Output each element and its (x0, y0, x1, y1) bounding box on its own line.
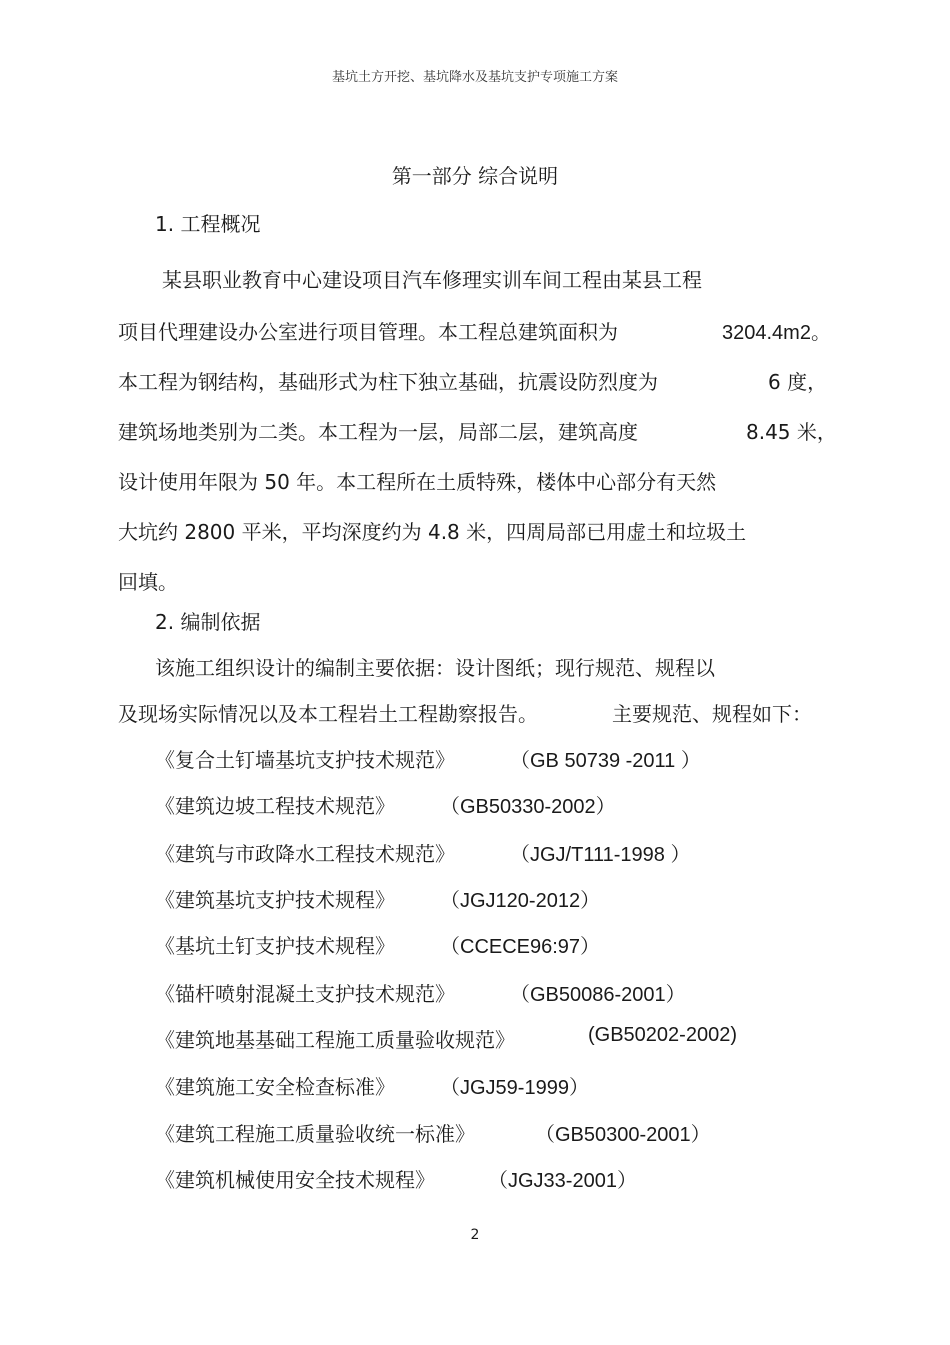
reference-code: （GB50086-2001） (510, 984, 686, 1006)
overview-line-4-value: 8.45 米， (746, 420, 837, 444)
reference-name: 《建筑地基基础工程施工质量验收规范》 (155, 1028, 515, 1052)
reference-code: （GB50330-2002） (440, 796, 616, 818)
overview-line-5: 设计使用年限为 50 年。本工程所在土质特殊，楼体中心部分有天然 (118, 470, 717, 494)
reference-code: （JGJ120-2012） (440, 890, 601, 912)
reference-name: 《建筑工程施工质量验收统一标准》 (155, 1122, 475, 1146)
reference-name: 《基坑土钉支护技术规程》 (155, 934, 395, 958)
overview-line-7: 回填。 (118, 570, 178, 594)
reference-code: (GB50202-2002) (588, 1024, 737, 1046)
reference-name: 《建筑机械使用安全技术规程》 (155, 1168, 435, 1192)
part-title: 第一部分 综合说明 (391, 164, 559, 188)
overview-line-3-value: 6 度， (768, 370, 828, 394)
section-heading-overview: 1. 工程概况 (155, 212, 261, 236)
reference-name: 《建筑与市政降水工程技术规范》 (155, 842, 455, 866)
section-heading-basis: 2. 编制依据 (155, 610, 261, 634)
reference-name: 《复合土钉墙基坑支护技术规范》 (155, 748, 455, 772)
reference-name: 《建筑施工安全检查标准》 (155, 1075, 395, 1099)
basis-line-2-tail: 主要规范、规程如下： (612, 702, 812, 726)
reference-code: （GB50300-2001） (535, 1124, 711, 1146)
reference-name: 《建筑边坡工程技术规范》 (155, 794, 395, 818)
overview-line-2: 项目代理建设办公室进行项目管理。本工程总建筑面积为 (118, 320, 618, 344)
reference-code: （CCECE96:97） (440, 936, 601, 958)
reference-code: （JGJ/T111-1998 ） (510, 844, 691, 866)
reference-code: （JGJ33-2001） (488, 1170, 637, 1192)
overview-line-1: 某县职业教育中心建设项目汽车修理实训车间工程由某县工程 (162, 268, 702, 292)
page-number: 2 (470, 1227, 480, 1243)
reference-name: 《锚杆喷射混凝土支护技术规范》 (155, 982, 455, 1006)
reference-name: 《建筑基坑支护技术规程》 (155, 888, 395, 912)
running-header: 基坑土方开挖、基坑降水及基坑支护专项施工方案 (331, 70, 618, 85)
overview-line-6: 大坑约 2800 平米，平均深度约为 4.8 米，四周局部已用虚土和垃圾土 (118, 520, 747, 544)
overview-line-3: 本工程为钢结构，基础形式为柱下独立基础，抗震设防烈度为 (118, 370, 658, 394)
basis-line-2: 及现场实际情况以及本工程岩土工程勘察报告。 (118, 702, 538, 726)
reference-code: （GB 50739 -2011 ） (510, 750, 701, 772)
reference-code: （JGJ59-1999） (440, 1077, 589, 1099)
overview-line-4: 建筑场地类别为二类。本工程为一层，局部二层，建筑高度 (118, 420, 638, 444)
overview-line-2-value: 3204.4m2。 (722, 322, 831, 344)
basis-line-1: 该施工组织设计的编制主要依据：设计图纸；现行规范、规程以 (155, 656, 715, 680)
